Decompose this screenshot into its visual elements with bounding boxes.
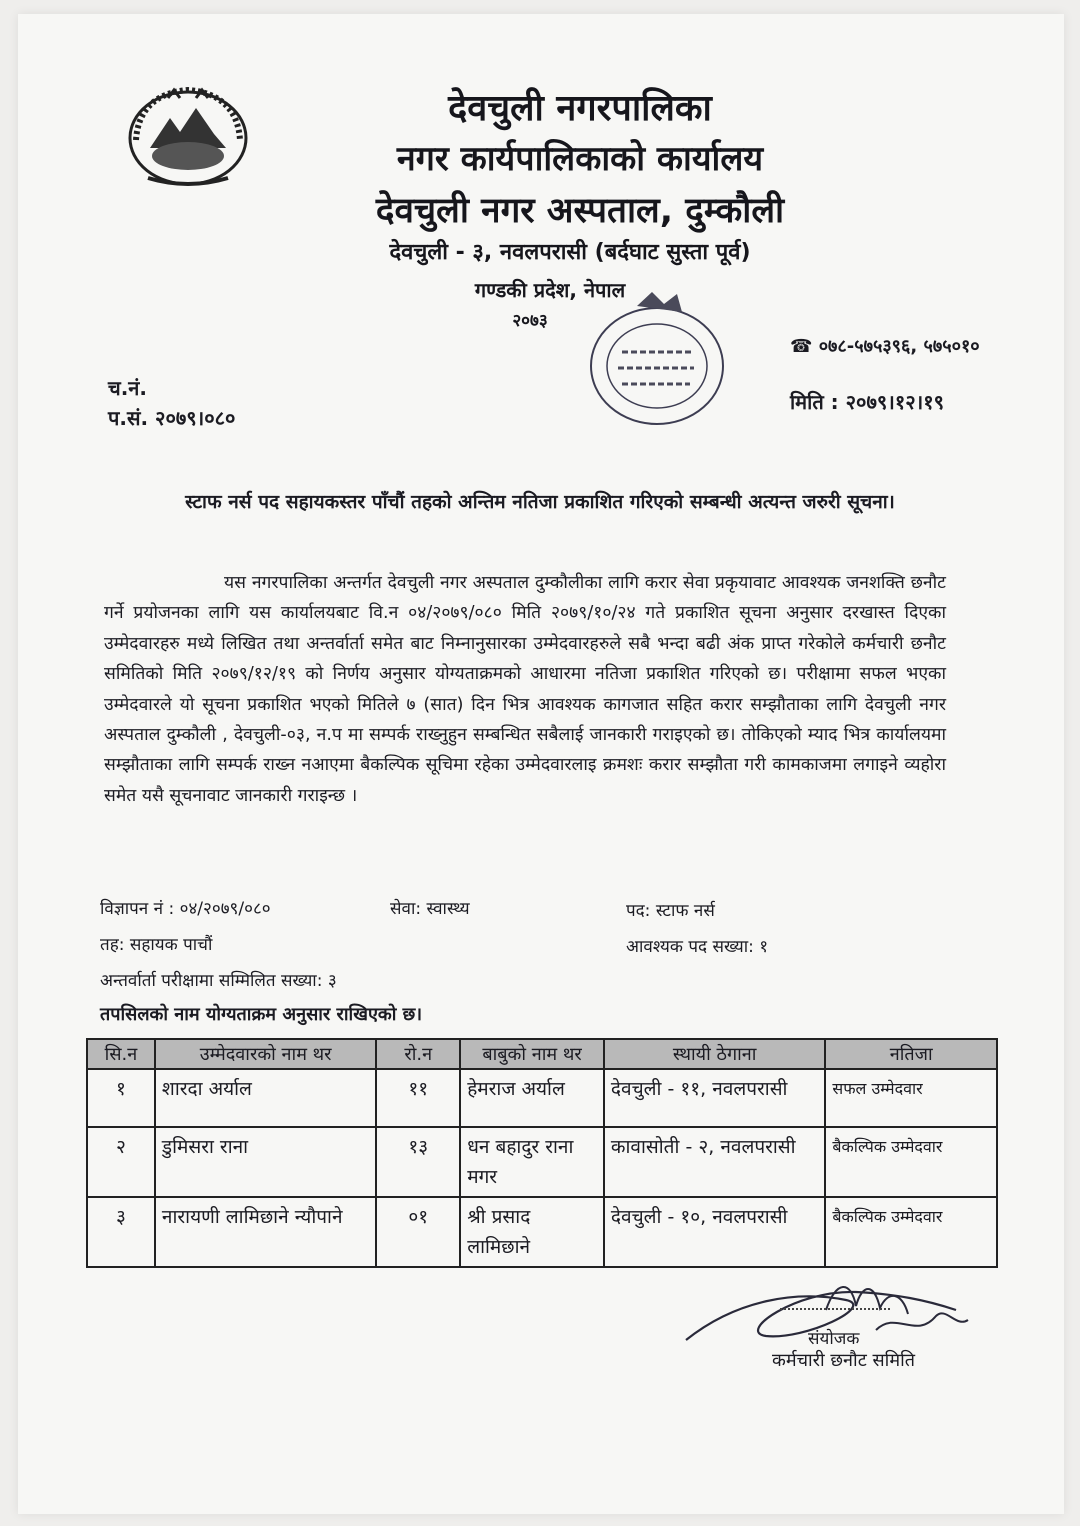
post-field: पद: स्टाफ नर्स bbox=[626, 901, 715, 921]
header-father: बाबुको नाम थर bbox=[460, 1039, 604, 1069]
cell-father: श्री प्रसाद लामिछाने bbox=[460, 1197, 604, 1267]
committee-name: कर्मचारी छनौट समिति bbox=[772, 1350, 916, 1371]
header-sn: सि.न bbox=[87, 1039, 155, 1069]
cell-name: नारायणी लामिछाने न्यौपाने bbox=[155, 1197, 376, 1267]
cell-name: शारदा अर्याल bbox=[155, 1069, 376, 1127]
table-header-row bbox=[87, 1039, 997, 1069]
interview-count: अन्तर्वार्ता परीक्षामा सम्मिलित सख्या: ३ bbox=[100, 971, 337, 991]
cell-sn: ३ bbox=[87, 1197, 155, 1267]
cell-address: कावासोती - २, नवलपरासी bbox=[604, 1127, 825, 1197]
level-field: तह: सहायक पाचौं bbox=[100, 935, 213, 955]
table-row bbox=[87, 1127, 997, 1197]
dispatch-number: च.नं. bbox=[108, 376, 147, 400]
cell-result: सफल उम्मेदवार bbox=[825, 1069, 997, 1127]
header-address: स्थायी ठेगाना bbox=[604, 1039, 825, 1069]
cell-roll: ०१ bbox=[376, 1197, 460, 1267]
office-name: नगर कार्यपालिकाको कार्यालय bbox=[396, 139, 764, 179]
header-roll: रो.न bbox=[376, 1039, 460, 1069]
service-field: सेवा: स्वास्थ्य bbox=[390, 899, 470, 919]
table-row bbox=[87, 1197, 997, 1267]
notice-body: यस नगरपालिका अन्तर्गत देवचुली नगर अस्पताल दुम्कौलीका लागि करार सेवा प्रकृयावाट आवश्यक जनशक्ति छनौट गर्ने प्रयोजनका लागि यस कार्यालयबाट वि.न ०४/२०७९/०८० मिति २०७९/१०/२४ गते प्रकाशित सूचना अनुसार दरखास्त दिएका उम्मेदवारहरु मध्ये लिखित तथा अन्तर्वार्ता समेत बाट निम्नानुसारका उम्मेदवारहरुले सबै भन्दा बढी अंक प्राप्त गरेकोले कर्मचारी छनौट समितिको मिति २०७९/१२/१९ को निर्णय अनुसार योग्यताक्रमको आधारमा नतिजा प्रकाशित गरिएको छ। परीक्षामा सफल भएका उम्मेदवारले यो सूचना प्रकाशित भएको मितिले ७ (सात) दिन भित्र आवश्यक कागजात सहित करार सम्झौताका लागि देवचुली नगर अस्पताल दुम्कौली , देवचुली-०३, न.प मा सम्पर्क राख्नुहुन सम्बन्धित सबैलाई जानकारी गराइएको छ। तोकिएको म्याद भित्र कार्यालयमा सम्झौताका लागि सम्पर्क राख्न नआएमा बैकल्पिक सूचिमा रहेका उम्मेदवारलाइ क्रमशः करार सम्झौता गरी कामकाजमा लगाइने व्यहोरा समेत यसै सूचनावाट जानकारी गराइन्छ । bbox=[104, 573, 946, 806]
cell-result: बैकल्पिक उम्मेदवार bbox=[825, 1127, 997, 1197]
cell-roll: ११ bbox=[376, 1069, 460, 1127]
cell-address: देवचुली - १०, नवलपरासी bbox=[604, 1197, 825, 1267]
hospital-name: देवचुली नगर अस्पताल, दुम्कौली bbox=[375, 191, 785, 231]
phone-numbers: ☎ ०७८-५७५३९६, ५७५०१० bbox=[790, 336, 980, 357]
address-line: देवचुली - ३, नवलपरासी (बर्दघाट सुस्ता पूर्व) bbox=[389, 240, 751, 265]
signatory-title: संयोजक bbox=[808, 1329, 860, 1349]
results-table bbox=[86, 1038, 998, 1268]
province-line: गण्डकी प्रदेश, नेपाल bbox=[474, 278, 626, 302]
header-result: नतिजा bbox=[825, 1039, 997, 1069]
cell-name: डुमिसरा राना bbox=[155, 1127, 376, 1197]
established-year: २०७३ bbox=[512, 311, 548, 331]
table-note: तपसिलको नाम योग्यताक्रम अनुसार राखिएको छ। bbox=[100, 1004, 423, 1025]
notice-subject: स्टाफ नर्स पद सहायकस्तर पाँचौं तहको अन्तिम नतिजा प्रकाशित गरिएको सम्बन्धी अत्यन्त जरुरी सूचना। bbox=[185, 491, 895, 513]
nepal-emblem-icon bbox=[118, 78, 258, 190]
issue-date: मिति : २०७९।१२।१९ bbox=[790, 390, 945, 414]
cell-father: धन बहादुर राना मगर bbox=[460, 1127, 604, 1197]
advert-number: विज्ञापन नं : ०४/२०७९/०८० bbox=[100, 899, 271, 919]
cell-sn: २ bbox=[87, 1127, 155, 1197]
official-stamp-icon bbox=[582, 286, 732, 436]
fiscal-year-ref: प.सं. २०७९।०८० bbox=[108, 406, 236, 430]
signature-line bbox=[780, 1308, 890, 1310]
table-row bbox=[87, 1069, 997, 1127]
cell-roll: १३ bbox=[376, 1127, 460, 1197]
cell-result: बैकल्पिक उम्मेदवार bbox=[825, 1197, 997, 1267]
cell-father: हेमराज अर्याल bbox=[460, 1069, 604, 1127]
cell-address: देवचुली - ११, नवलपरासी bbox=[604, 1069, 825, 1127]
cell-sn: १ bbox=[87, 1069, 155, 1127]
required-posts: आवश्यक पद सख्या: १ bbox=[626, 937, 769, 957]
municipality-name: देवचुली नगरपालिका bbox=[448, 88, 712, 129]
header-name: उम्मेदवारको नाम थर bbox=[155, 1039, 376, 1069]
